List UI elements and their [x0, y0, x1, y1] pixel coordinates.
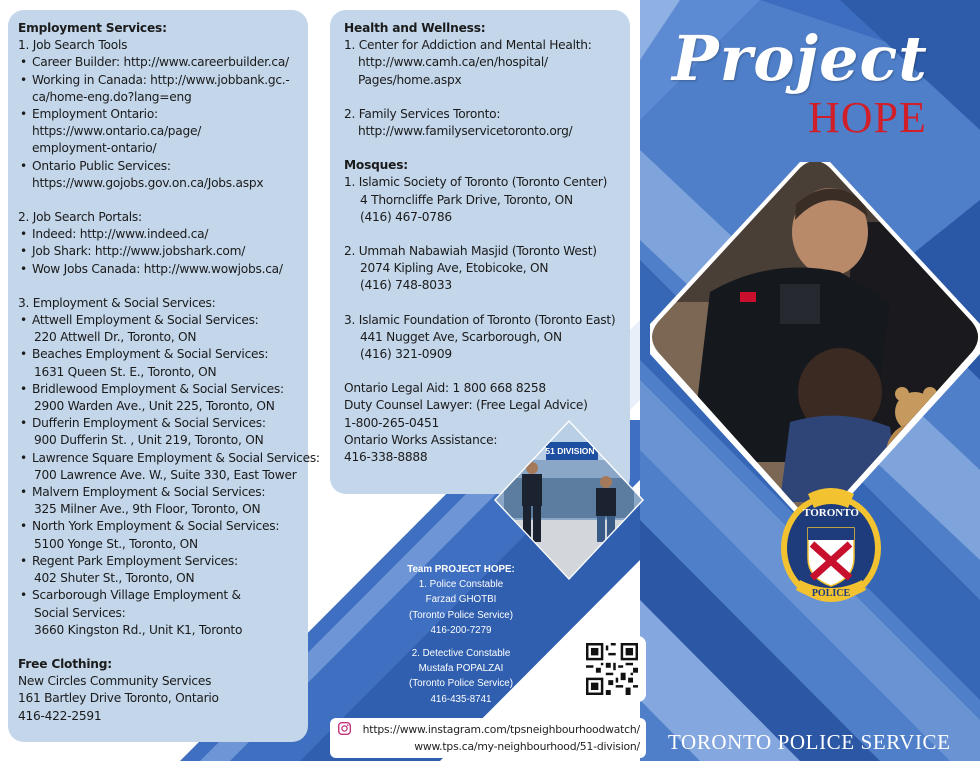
team-line: 416-200-7279 — [430, 624, 492, 636]
crest-top-text: TORONTO — [803, 507, 859, 519]
health-item: 2. Family Services Toronto: — [344, 106, 501, 121]
list-item-continuation: employment-ontario/ — [32, 141, 157, 156]
list-item: • Wow Jobs Canada: http://www.wowjobs.ca/ — [18, 261, 308, 278]
list-item-address: 3660 Kingston Rd., Unit K1, Toronto — [34, 622, 243, 637]
team-line: (Toronto Police Service) — [409, 678, 513, 690]
team-line: Mustafa POPALZAI — [418, 663, 504, 675]
health-item-url: http://www.camh.ca/en/hospital/ — [358, 55, 548, 70]
team-line: 2. Detective Constable — [411, 648, 511, 660]
list-item: • Working in Canada: http://www.jobbank.gc.- — [18, 72, 308, 89]
social-links — [330, 718, 646, 758]
employment-social-list — [18, 312, 320, 639]
list-item-address: 1631 Queen St. E., Toronto, ON — [34, 364, 217, 379]
list-item-address: 700 Lawrence Ave. W., Suite 330, East Tower — [34, 467, 297, 482]
list-item: • Lawrence Square Employment & Social Services: — [18, 450, 308, 467]
list-item: • Scarborough Village Employment & — [18, 587, 308, 604]
team-line: 1. Police Constable — [418, 579, 504, 591]
list-item-continuation: ca/home-eng.do?lang=eng — [32, 89, 192, 104]
list-item: • Ontario Public Services: — [18, 158, 308, 175]
list-item: • Malvern Employment & Social Services: — [18, 484, 308, 501]
free-clothing-line: New Circles Community Services — [18, 674, 212, 689]
list-item-continuation: https://www.gojobs.gov.on.ca/Jobs.aspx — [32, 175, 264, 190]
list-item: • Dufferin Employment & Social Services: — [18, 415, 308, 432]
website-link[interactable]: www.tps.ca/my-neighbourhood/51-division/ — [414, 740, 640, 753]
job-search-tools-heading: 1. Job Search Tools — [18, 38, 128, 53]
list-item-address: 325 Milner Ave., 9th Floor, Toronto, ON — [34, 502, 261, 517]
mosque-name: 1. Islamic Society of Toronto (Toronto Center) — [344, 175, 608, 190]
employment-panel — [8, 10, 320, 742]
list-item: • Employment Ontario: — [18, 106, 308, 123]
list-item: • Attwell Employment & Social Services: — [18, 312, 308, 329]
health-item-url: Pages/home.aspx — [358, 72, 462, 87]
team-title: Team PROJECT HOPE: — [407, 564, 515, 575]
qr-code-icon — [585, 643, 639, 695]
legal-line: 416-338-8888 — [344, 450, 428, 465]
free-clothing-line: 161 Bartley Drive Toronto, Ontario — [18, 691, 219, 706]
mosque-address: 441 Nugget Ave, Scarborough, ON — [360, 329, 562, 344]
free-clothing-line: 416-422-2591 — [18, 708, 102, 723]
list-item: • Indeed: http://www.indeed.ca/ — [18, 226, 308, 243]
health-title: Health and Wellness: — [344, 21, 486, 35]
mosque-address: 4 Thorncliffe Park Drive, Toronto, ON — [360, 192, 573, 207]
employment-social-heading: 3. Employment & Social Services: — [18, 295, 216, 310]
team-line: (Toronto Police Service) — [409, 609, 513, 621]
job-search-portals-heading: 2. Job Search Portals: — [18, 210, 142, 225]
division-photo — [494, 420, 644, 580]
employment-title: Employment Services: — [18, 21, 167, 35]
list-item: • Bridlewood Employment & Social Services: — [18, 381, 308, 398]
list-item: • Career Builder: http://www.careerbuilder.ca/ — [18, 54, 308, 71]
legal-line: Duty Counsel Lawyer: (Free Legal Advice) — [344, 398, 588, 413]
mosque-phone: (416) 321-0909 — [360, 347, 452, 362]
mosque-name: 2. Ummah Nabawiah Masjid (Toronto West) — [344, 244, 597, 259]
list-item-address: 402 Shuter St., Toronto, ON — [34, 571, 195, 586]
mosques-title: Mosques: — [344, 158, 408, 173]
qr-code[interactable] — [578, 636, 646, 702]
mosque-address: 2074 Kipling Ave, Etobicoke, ON — [360, 261, 549, 276]
list-item-address: 2900 Warden Ave., Unit 225, Toronto, ON — [34, 399, 275, 414]
team-info — [398, 562, 524, 707]
toronto-police-service-footer: TORONTO POLICE SERVICE — [668, 730, 951, 754]
project-title: Project — [672, 22, 928, 95]
list-item-address: 5100 Yonge St., Toronto, ON — [34, 536, 198, 551]
team-line: 416-435-8741 — [430, 693, 492, 705]
list-item: • Job Shark: http://www.jobshark.com/ — [18, 243, 308, 260]
officer-child-photo — [650, 162, 980, 542]
job-search-tools-list — [18, 54, 308, 192]
team-line: Farzad GHOTBI — [425, 594, 497, 606]
toronto-police-crest — [778, 486, 884, 606]
job-search-portals-list — [18, 226, 308, 278]
list-item-continuation: Social Services: — [34, 605, 126, 620]
instagram-icon — [338, 722, 351, 735]
list-item: • North York Employment & Social Services: — [18, 518, 308, 535]
free-clothing-title: Free Clothing: — [18, 656, 112, 671]
instagram-link[interactable]: https://www.instagram.com/tpsneighbourhoodwatch/ — [362, 723, 640, 736]
list-item-continuation: https://www.ontario.ca/page/ — [32, 124, 202, 139]
list-item: • Beaches Employment & Social Services: — [18, 346, 308, 363]
division-sign: 51 DIVISION — [545, 446, 595, 456]
hope-title: HOPE — [808, 93, 927, 142]
mosque-phone: (416) 748-8033 — [360, 278, 452, 293]
health-item: 1. Center for Addiction and Mental Health: — [344, 38, 592, 53]
list-item-address: 220 Attwell Dr., Toronto, ON — [34, 330, 197, 345]
list-item-address: 900 Dufferin St. , Unit 219, Toronto, ON — [34, 433, 264, 448]
list-item: • Regent Park Employment Services: — [18, 553, 308, 570]
mosque-phone: (416) 467-0786 — [360, 209, 452, 224]
mosque-name: 3. Islamic Foundation of Toronto (Toronto East) — [344, 312, 616, 327]
legal-line: Ontario Legal Aid: 1 800 668 8258 — [344, 381, 546, 396]
health-item-url: http://www.familyservicetoronto.org/ — [358, 124, 573, 139]
crest-bottom-text: POLICE — [811, 588, 851, 599]
legal-line: 1-800-265-0451 — [344, 415, 439, 430]
legal-line: Ontario Works Assistance: — [344, 432, 498, 447]
